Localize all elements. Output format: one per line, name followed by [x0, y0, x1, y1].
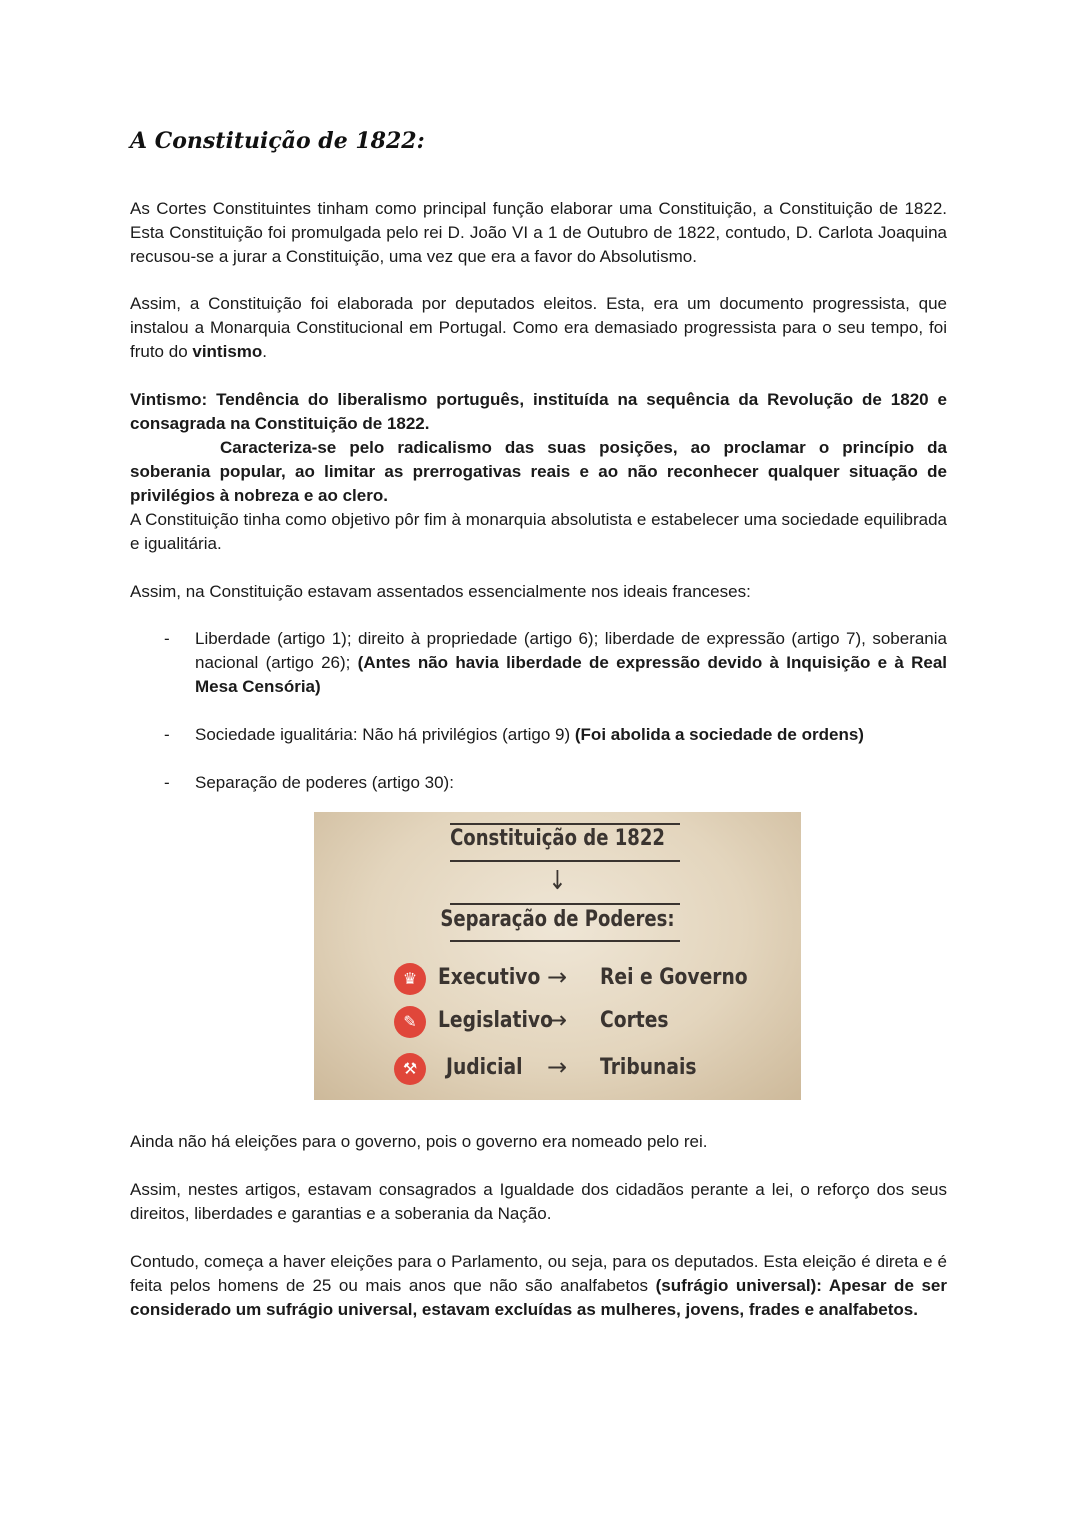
paragraph-rights: Assim, nestes artigos, estavam consagrados a Igualdade dos cidadãos perante a lei, o reforço dos seus direitos, liberdades e garantias e a soberania da Nação. — [130, 1180, 947, 1223]
power-holder: Cortes — [600, 1008, 669, 1033]
figure-heading: Constituição de 1822 — [450, 826, 665, 851]
power-holder: Tribunais — [600, 1055, 697, 1080]
vintismo-definition — [130, 388, 947, 508]
power-holder: Rei e Governo — [600, 965, 748, 990]
scroll-icon: ✎ — [394, 1006, 426, 1038]
arrow-right-icon: → — [547, 963, 568, 991]
item-text: Separação de poderes (artigo 30): — [195, 773, 454, 792]
definition: Vintismo: Tendência do liberalismo português, instituída na sequência da Revolução de 1820 e consagrada na Constituição de 1822. — [130, 390, 947, 433]
paragraph-ideals: Assim, na Constituição estavam assentados essencialmente nos ideais franceses: — [130, 582, 751, 601]
paragraph-elaboration — [130, 292, 947, 364]
gavel-icon: ⚒ — [394, 1053, 426, 1085]
paragraph-government: Ainda não há eleições para o governo, pois o governo era nomeado pelo rei. — [130, 1132, 708, 1151]
item-note: (Antes não havia liberdade de expressão devido à Inquisição e à Real Mesa Censória) — [195, 653, 947, 696]
divider — [450, 860, 680, 862]
list-item — [130, 627, 947, 699]
bold-term: vintismo — [192, 342, 263, 361]
power-name: Legislativo — [438, 1008, 553, 1033]
item-text: Liberdade (artigo 1); direito à propriedade (artigo 6); liberdade de expressão (artigo 7), soberania nacional (artigo 26); — [195, 629, 947, 672]
text: Assim, a Constituição foi elaborada por deputados eleitos. Esta, era um documento progressista, que instalou a Monarquia Constitucional em Portugal. Como era demasiado progressista para o seu tempo, foi fruto do — [130, 294, 947, 361]
arrow-right-icon: → — [547, 1006, 568, 1034]
paragraph-objective: A Constituição tinha como objetivo pôr fim à monarquia absolutista e estabelecer uma sociedade equilibrada e igualitária. — [130, 510, 947, 553]
list-item — [130, 723, 947, 747]
crown-icon: ♛ — [394, 963, 426, 995]
separation-of-powers-image — [314, 812, 801, 1100]
figure-subheading: Separação de Poderes: — [440, 907, 675, 932]
bullet-dash: - — [164, 629, 170, 648]
divider — [450, 940, 680, 942]
characterization: Caracteriza-se pelo radicalismo das suas posições, ao proclamar o princípio da soberania popular, ao limitar as prerrogativas reais e ao não reconhecer qualquer situação de privilégios à nobreza e ao clero. — [130, 438, 947, 505]
bold-note: (sufrágio universal): Apesar de ser considerado um sufrágio universal, estavam excluídas as mulheres, jovens, frades e analfabetos. — [130, 1276, 947, 1319]
text: . — [262, 342, 268, 361]
paragraph-cortes: As Cortes Constituintes tinham como principal função elaborar uma Constituição, a Constituição de 1822. Esta Constituição foi promulgada pelo rei D. João VI a 1 de Outubro de 1822, contudo, D. Carlota Joaquina recusou-se a jurar a Constituição, uma vez que era a favor do Absolutismo. — [130, 199, 947, 266]
paragraph-elections — [130, 1250, 947, 1322]
divider — [450, 823, 680, 825]
list-item — [130, 771, 947, 795]
divider — [450, 903, 680, 905]
bullet-dash: - — [164, 725, 170, 744]
bullet-dash: - — [164, 773, 170, 792]
page-title: A Constituição de 1822: — [130, 128, 425, 154]
arrow-down-icon: ↓ — [548, 866, 567, 896]
arrow-right-icon: → — [547, 1053, 568, 1081]
text: Contudo, começa a haver eleições para o Parlamento, ou seja, para os deputados. Esta eleição é direta e é feita pelos homens de 25 ou mais anos que não são analfabetos — [130, 1252, 947, 1295]
item-note: (Foi abolida a sociedade de ordens) — [574, 725, 864, 744]
power-name: Executivo — [438, 965, 541, 990]
power-name: Judicial — [446, 1055, 523, 1080]
item-text: Sociedade igualitária: Não há privilégios (artigo 9) — [195, 725, 575, 744]
